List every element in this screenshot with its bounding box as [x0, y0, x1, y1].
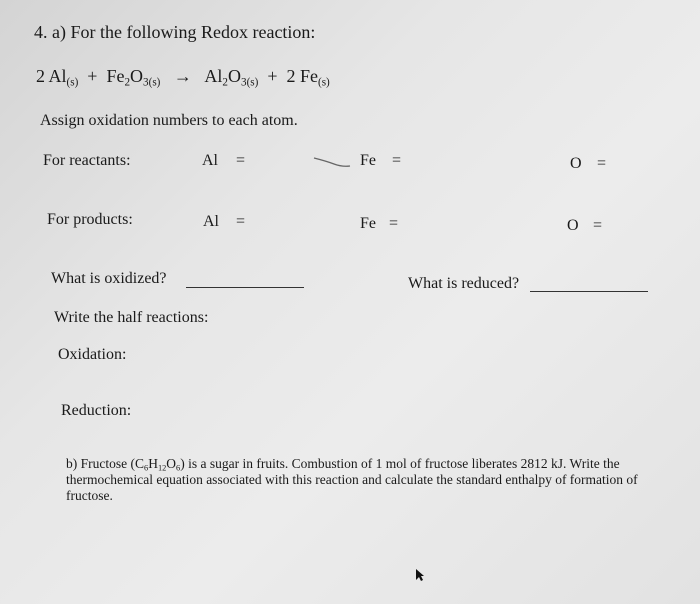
reactant-o-equals: = — [597, 155, 607, 172]
reactant-fe-equals: = — [392, 152, 402, 169]
reactants-label: For reactants: — [43, 152, 131, 169]
part-b-paragraph: b) Fructose $(C_6H_{12}O_6)$ is a sugar in fruits. Combustion of 1 mol of fructose liberates 2812 kJ. Write the thermochemical equation associated with this reaction and calculate the standard enthalpy of formation of fructose. — [66, 456, 638, 503]
reduction-label: Reduction: — [61, 402, 132, 419]
oxidized-question: What is oxidized? — [51, 270, 167, 287]
redox-equation: 2 $Al_{(s)} + Fe_2O_{3(s)}$ → $Al_2O_{3(s)} + 2$ $Fe_{(s)}$ — [36, 66, 330, 89]
reactant-al-equals: = — [236, 152, 246, 169]
product-o-equals: = — [593, 217, 603, 234]
reactant-fe-label: Fe — [360, 152, 376, 169]
product-fe-label: Fe — [360, 215, 376, 232]
reactant-al-label: Al — [202, 152, 218, 169]
product-o-label: O — [567, 217, 579, 234]
reactant-o-label: O — [570, 155, 582, 172]
oxidized-answer-blank[interactable] — [186, 287, 304, 288]
product-al-label: Al — [203, 213, 219, 230]
product-al-equals: = — [236, 213, 246, 230]
mouse-cursor-icon — [415, 568, 425, 582]
reduced-answer-blank[interactable] — [530, 291, 648, 292]
reduced-question: What is reduced? — [408, 275, 520, 292]
instruction: Assign oxidation numbers to each atom. — [40, 112, 298, 129]
pen-mark — [312, 156, 352, 168]
reaction-arrow-icon: → — [173, 66, 192, 86]
products-label: For products: — [47, 211, 133, 228]
question-header: 4. a) For the following Redox reaction: — [34, 22, 316, 42]
product-fe-equals: = — [389, 215, 399, 232]
half-reactions-label: Write the half reactions: — [54, 309, 209, 326]
oxidation-label: Oxidation: — [58, 346, 127, 363]
